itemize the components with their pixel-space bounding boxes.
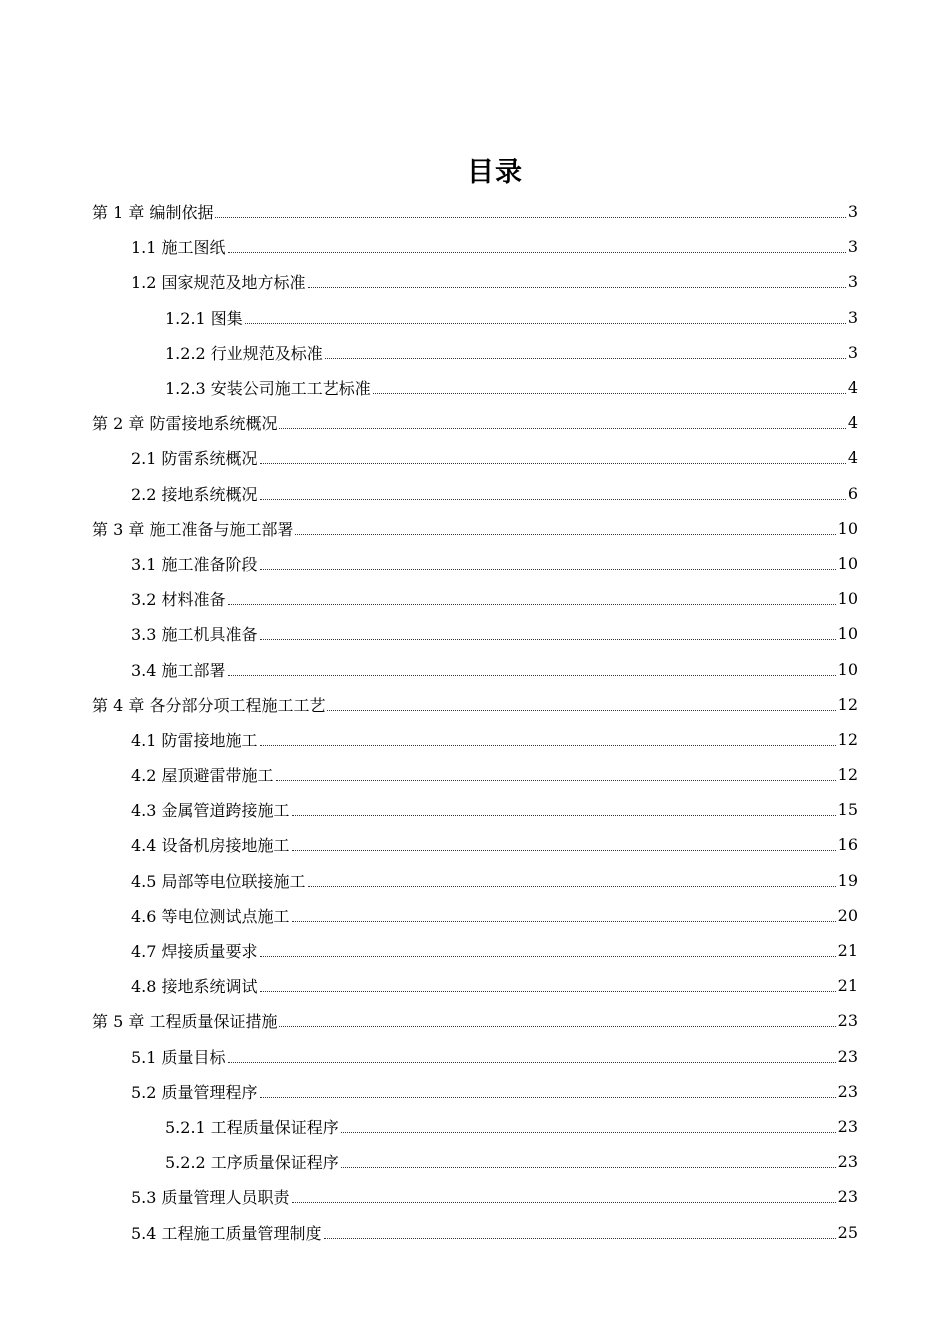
toc-entry-page-number: 21 <box>837 976 858 996</box>
dot-leader <box>341 1167 836 1168</box>
dot-leader <box>215 217 845 218</box>
dot-leader <box>260 745 836 746</box>
toc-entry-page-number: 23 <box>837 1011 858 1031</box>
toc-entry[interactable] <box>0 1039 858 1074</box>
dot-leader <box>308 886 836 887</box>
dot-leader <box>292 815 836 816</box>
toc-entry-page-number: 19 <box>837 870 858 890</box>
toc-entry-page-number: 10 <box>837 659 858 679</box>
toc-entry-page-number: 12 <box>837 694 858 714</box>
toc-entry-label: 2.1 防雷系统概况 <box>131 449 258 469</box>
toc-entry-page-number: 10 <box>837 553 858 573</box>
toc-entry[interactable] <box>0 1109 858 1144</box>
toc-entry-label: 1.1 施工图纸 <box>131 238 226 258</box>
dot-leader <box>373 393 846 394</box>
dot-leader <box>325 358 846 359</box>
toc-entry-label: 4.8 接地系统调试 <box>131 977 258 997</box>
toc-entry-page-number: 3 <box>847 272 858 292</box>
toc-entry[interactable] <box>0 1074 858 1109</box>
toc-entry-page-number: 4 <box>847 378 858 398</box>
toc-entry-page-number: 10 <box>837 589 858 609</box>
dot-leader <box>279 428 845 429</box>
toc-entry-label: 1.2.2 行业规范及标准 <box>165 343 323 363</box>
dot-leader <box>308 287 846 288</box>
toc-entry[interactable] <box>0 440 858 475</box>
toc-list <box>0 194 950 1250</box>
toc-entry-page-number: 23 <box>837 1081 858 1101</box>
toc-entry-label: 5.4 工程施工质量管理制度 <box>131 1223 322 1243</box>
toc-entry[interactable] <box>0 511 858 546</box>
toc-entry-page-number: 10 <box>837 518 858 538</box>
toc-entry[interactable] <box>0 687 858 722</box>
toc-entry-page-number: 12 <box>837 729 858 749</box>
toc-entry-label: 3.3 施工机具准备 <box>131 625 258 645</box>
toc-entry-label: 4.7 焊接质量要求 <box>131 942 258 962</box>
toc-entry-label: 4.2 屋顶避雷带施工 <box>131 766 274 786</box>
toc-entry[interactable] <box>0 1179 858 1214</box>
toc-entry[interactable] <box>0 757 858 792</box>
toc-entry[interactable] <box>0 370 858 405</box>
toc-entry[interactable] <box>0 264 858 299</box>
toc-entry-label: 4.3 金属管道跨接施工 <box>131 801 290 821</box>
toc-entry[interactable] <box>0 194 858 229</box>
toc-entry-label: 5.1 质量目标 <box>131 1047 226 1067</box>
toc-entry-page-number: 4 <box>847 448 858 468</box>
dot-leader <box>327 710 835 711</box>
toc-entry-label: 第 1 章 编制依据 <box>92 203 214 223</box>
dot-leader <box>292 921 836 922</box>
dot-leader <box>260 569 836 570</box>
toc-entry-page-number: 15 <box>837 800 858 820</box>
toc-entry-label: 4.1 防雷接地施工 <box>131 730 258 750</box>
toc-entry-page-number: 23 <box>837 1046 858 1066</box>
dot-leader <box>228 252 846 253</box>
toc-entry[interactable] <box>0 968 858 1003</box>
toc-entry-label: 2.2 接地系统概况 <box>131 484 258 504</box>
dot-leader <box>292 850 836 851</box>
toc-entry-label: 3.4 施工部署 <box>131 660 226 680</box>
toc-title: 目录 <box>467 157 523 188</box>
toc-entry-label: 5.2 质量管理程序 <box>131 1082 258 1102</box>
toc-entry-label: 1.2.1 图集 <box>165 308 243 328</box>
toc-entry-label: 5.2.2 工序质量保证程序 <box>165 1153 339 1173</box>
toc-entry-page-number: 21 <box>837 941 858 961</box>
toc-entry[interactable] <box>0 651 858 686</box>
dot-leader <box>279 1026 835 1027</box>
toc-entry-label: 4.5 局部等电位联接施工 <box>131 871 306 891</box>
toc-entry-label: 1.2.3 安装公司施工工艺标准 <box>165 379 371 399</box>
dot-leader <box>260 956 836 957</box>
toc-entry-page-number: 6 <box>847 483 858 503</box>
toc-entry-label: 第 2 章 防雷接地系统概况 <box>92 414 278 434</box>
toc-entry[interactable] <box>0 476 858 511</box>
toc-entry-page-number: 16 <box>837 835 858 855</box>
toc-entry-label: 第 4 章 各分部分项工程施工工艺 <box>92 695 326 715</box>
dot-leader <box>341 1132 836 1133</box>
toc-entry-label: 第 3 章 施工准备与施工部署 <box>92 519 294 539</box>
toc-entry[interactable] <box>0 898 858 933</box>
dot-leader <box>260 463 846 464</box>
toc-entry-page-number: 3 <box>847 307 858 327</box>
toc-entry[interactable] <box>0 546 858 581</box>
toc-entry[interactable] <box>0 1214 858 1249</box>
toc-entry[interactable] <box>0 405 858 440</box>
toc-entry-label: 5.2.1 工程质量保证程序 <box>165 1117 339 1137</box>
toc-entry-label: 4.4 设备机房接地施工 <box>131 836 290 856</box>
dot-leader <box>292 1202 836 1203</box>
toc-entry[interactable] <box>0 229 858 264</box>
toc-entry-page-number: 3 <box>847 237 858 257</box>
toc-entry-page-number: 23 <box>837 1152 858 1172</box>
dot-leader <box>260 991 836 992</box>
toc-entry-page-number: 3 <box>847 342 858 362</box>
toc-entry[interactable] <box>0 863 858 898</box>
toc-entry-page-number: 3 <box>847 202 858 222</box>
toc-entry[interactable] <box>0 792 858 827</box>
toc-entry-page-number: 12 <box>837 765 858 785</box>
toc-entry-page-number: 4 <box>847 413 858 433</box>
toc-entry[interactable] <box>0 933 858 968</box>
toc-entry-page-number: 20 <box>837 905 858 925</box>
toc-entry-label: 1.2 国家规范及地方标准 <box>131 273 306 293</box>
toc-entry[interactable] <box>0 300 858 335</box>
toc-entry[interactable] <box>0 1003 858 1038</box>
dot-leader <box>260 499 846 500</box>
dot-leader <box>228 1062 836 1063</box>
dot-leader <box>260 1097 836 1098</box>
dot-leader <box>228 675 836 676</box>
toc-entry[interactable] <box>0 722 858 757</box>
toc-entry[interactable] <box>0 581 858 616</box>
dot-leader <box>228 604 836 605</box>
dot-leader <box>324 1238 836 1239</box>
toc-entry-page-number: 25 <box>837 1222 858 1242</box>
dot-leader <box>245 323 846 324</box>
dot-leader <box>295 534 835 535</box>
dot-leader <box>276 780 836 781</box>
toc-entry-label: 5.3 质量管理人员职责 <box>131 1188 290 1208</box>
toc-entry-label: 4.6 等电位测试点施工 <box>131 906 290 926</box>
toc-entry-page-number: 23 <box>837 1116 858 1136</box>
toc-entry[interactable] <box>0 827 858 862</box>
dot-leader <box>260 639 836 640</box>
toc-entry-label: 3.1 施工准备阶段 <box>131 554 258 574</box>
toc-entry-label: 第 5 章 工程质量保证措施 <box>92 1012 278 1032</box>
toc-entry[interactable] <box>0 616 858 651</box>
toc-entry[interactable] <box>0 335 858 370</box>
toc-entry-label: 3.2 材料准备 <box>131 590 226 610</box>
toc-entry[interactable] <box>0 1144 858 1179</box>
toc-entry-page-number: 23 <box>837 1187 858 1207</box>
toc-entry-page-number: 10 <box>837 624 858 644</box>
